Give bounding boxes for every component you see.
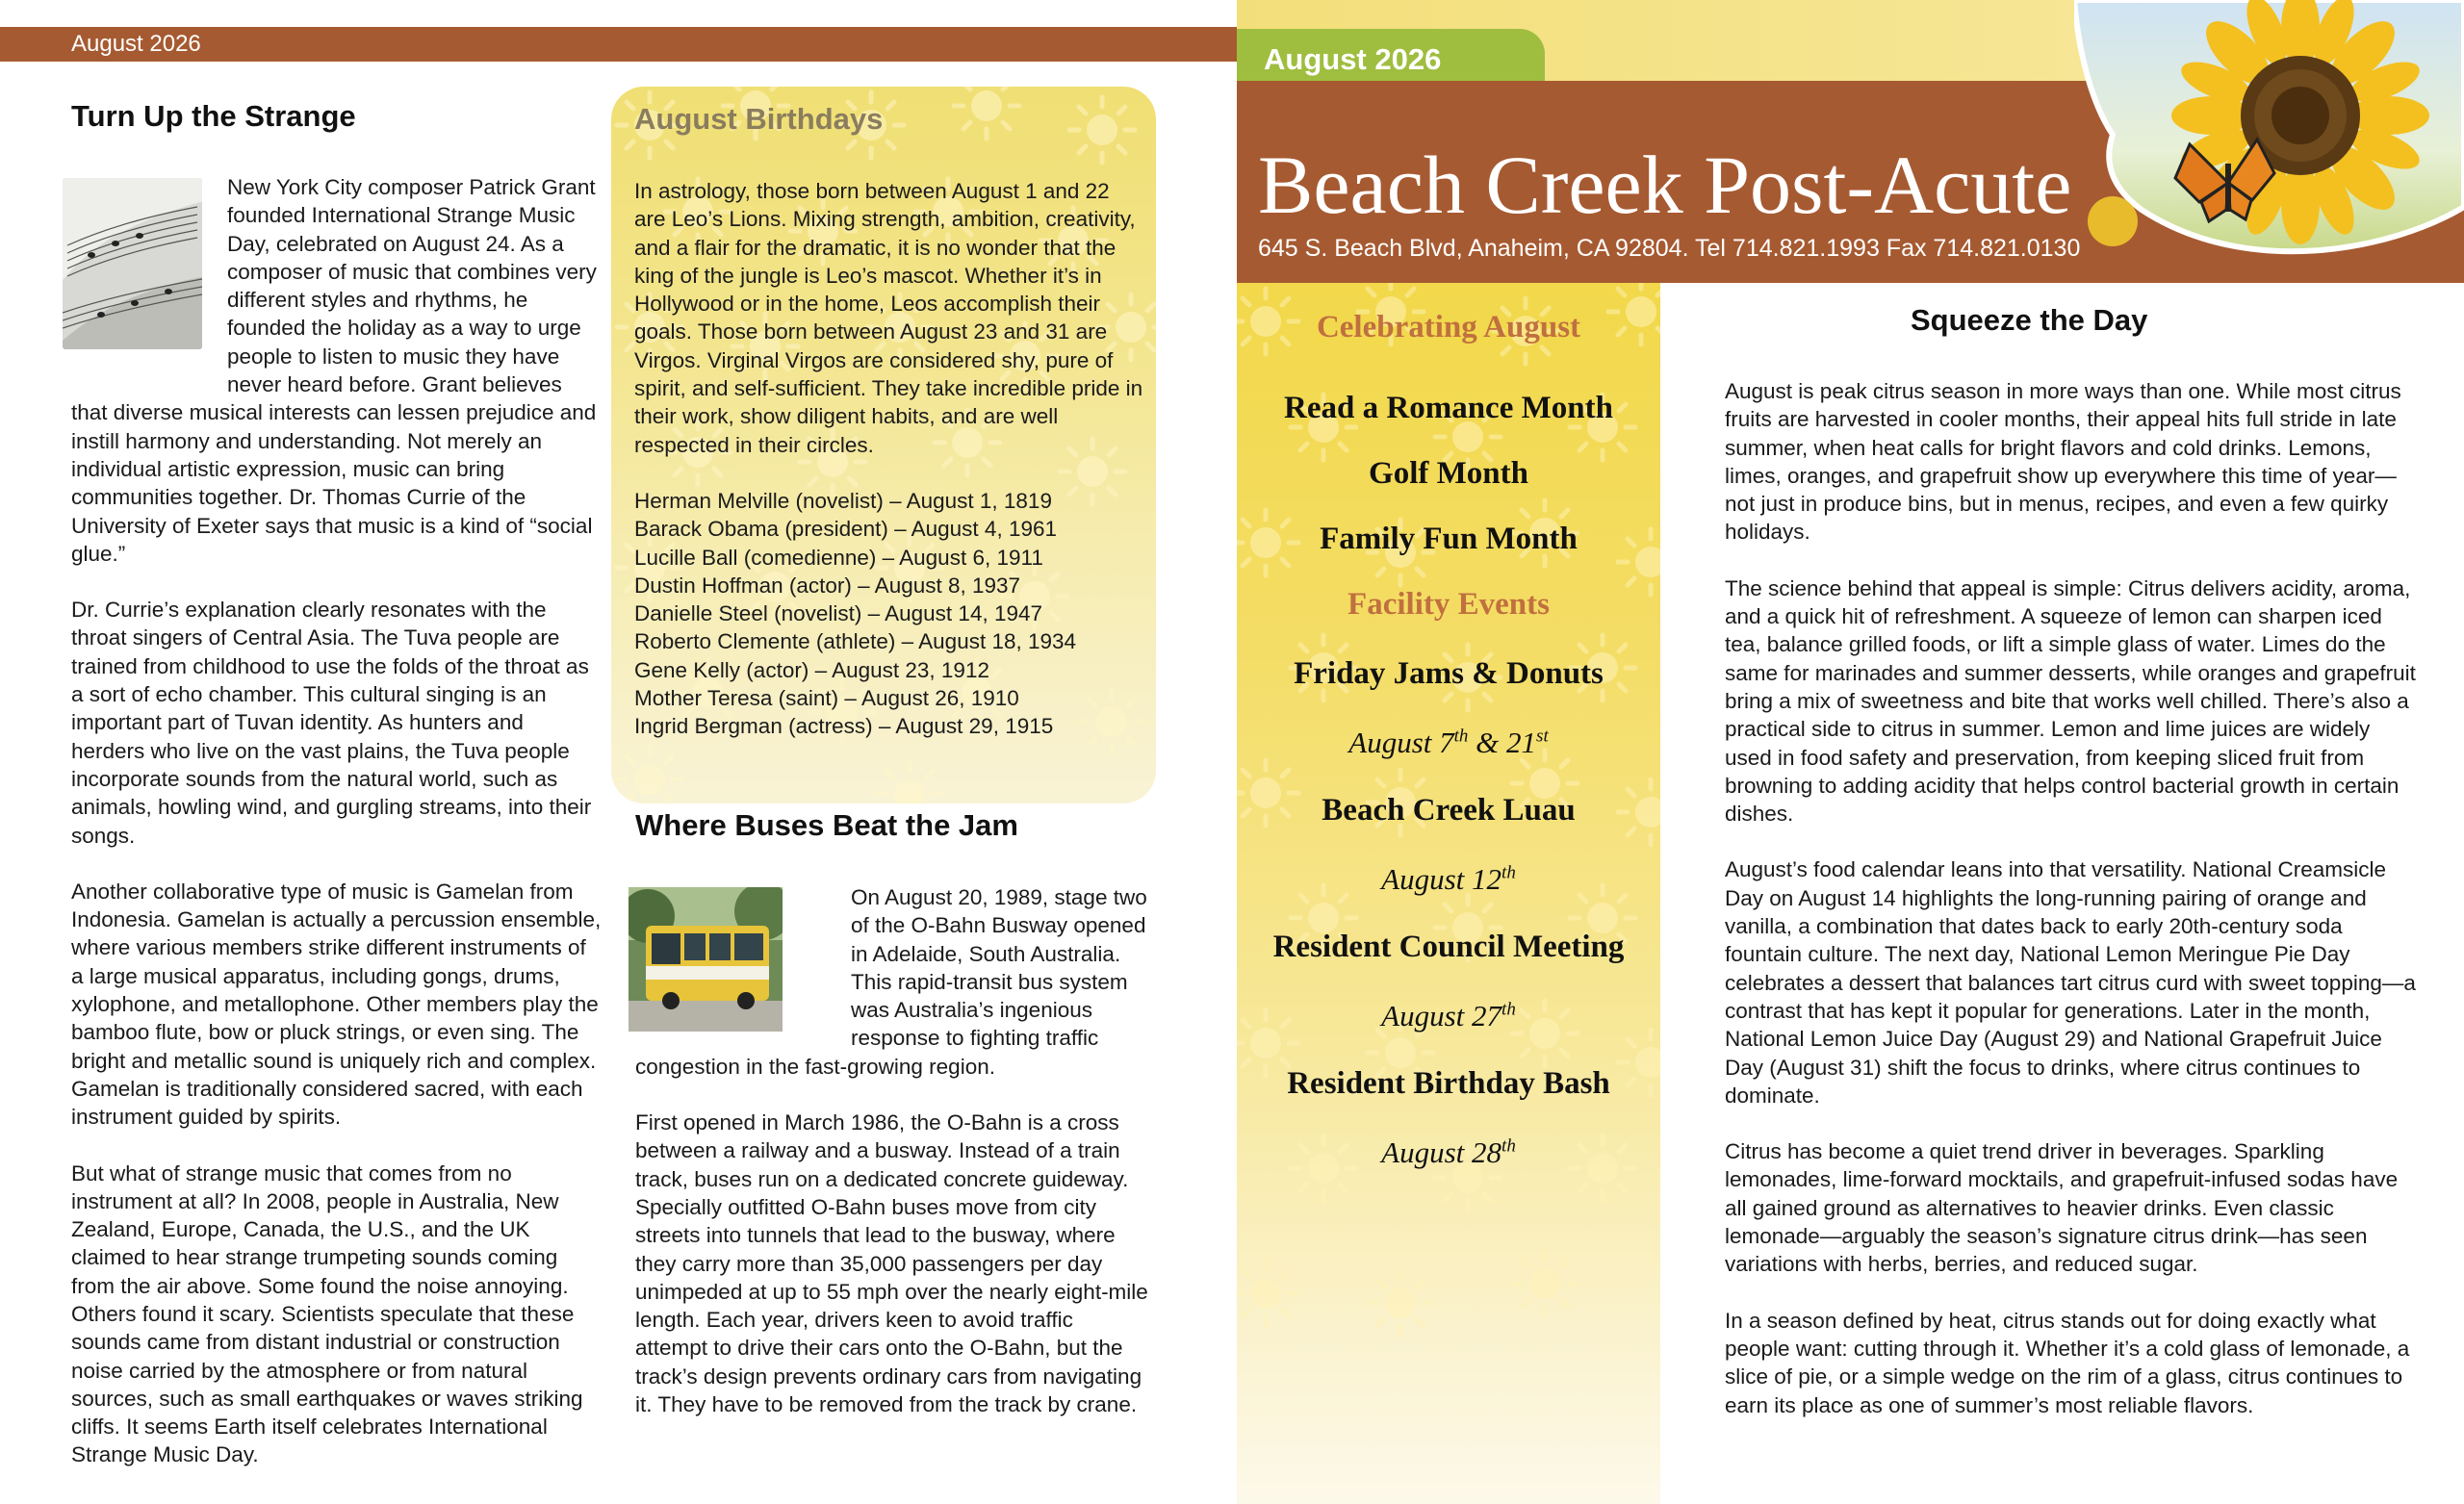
event-name: Resident Council Meeting <box>1272 930 1625 964</box>
birthday-item: Barack Obama (president) – August 4, 1961 <box>634 517 1058 542</box>
squeeze-paragraph-2: The science behind that appeal is simple: Citrus delivers acidity, aroma, and a quick hit of refreshment. A squeeze of lemon can sharpen iced tea, balance grilled foods, or lift a simple glass of water. Limes do the same for marinades and summer desserts, while oranges and grapefruit bring a mix of sweetness and bite that works well chilled. There’s also a practical side to citrus in summer. Lemon and lime juices are widely used in food safety and preservation, from keeping sliced fruit from browning to adding acidity that helps control bacterial growth in certain dishes. <box>1725 575 2416 827</box>
buses-paragraph-1: On August 20, 1989, stage two of the O-Bahn Busway opened in Adelaide, South Australia. This rapid-transit bus system was Australia’s ingenious response to fighting traffic congestion in the fast-growing region. <box>635 885 1147 1079</box>
strange-paragraph-2: Dr. Currie’s explanation clearly resonates with the throat singers of Central Asia. The Tuva people are trained from childhood to use the folds of the throat as a sort of echo chamber. This cultural singing is an important part of Tuvan identity. As hunters and herders who live on the vast plains, the Tuva people incorporate sounds from the natural world, such as animals, howling wind, and gurgling streams, into their songs. <box>71 598 592 848</box>
strange-paragraph-3: Another collaborative type of music is Gamelan from Indonesia. Gamelan is actually a percussion ensemble, where various members strike different instruments of a large musical apparatus, including gongs, drums, xylophone, and metallophone. Other members play the bamboo flute, bow or pluck strings, or even sing. The bright and metallic sound is uniquely rich and complex. Gamelan is traditionally considered sacred, with each instrument guided by spirits. <box>71 879 602 1130</box>
birthdays-box <box>611 87 1156 803</box>
birthday-item: Mother Teresa (saint) – August 26, 1910 <box>634 686 1019 711</box>
buses-title: Where Buses Beat the Jam <box>635 808 1018 842</box>
strange-paragraph-1: New York City composer Patrick Grant founded International Strange Music Day, celebrated on August 24. As a composer of music that combines very different styles and rhythms, he founded the holiday as a way to urge people to listen to music they have never heard before. Grant believes that diverse musical interests can lessen prejudice and instill harmony and understanding. Not merely an individual artistic expression, music can bring communities together. Dr. Thomas Currie of the University of Exeter says that music is a kind of “social glue.” <box>71 175 597 566</box>
birthdays-list <box>634 487 1144 741</box>
squeeze-title: Squeeze the Day <box>1911 303 2148 337</box>
issue-date-tab <box>1237 29 1545 83</box>
celebration-item: Family Fun Month <box>1320 522 1578 556</box>
celebration-item: Read a Romance Month <box>1284 391 1613 425</box>
facility-address: 645 S. Beach Blvd, Anaheim, CA 92804. Tel 714.821.1993 Fax 714.821.0130 <box>1258 235 2081 262</box>
birthday-item: Gene Kelly (actor) – August 23, 1912 <box>634 657 989 682</box>
birthday-item: Danielle Steel (novelist) – August 14, 1947 <box>634 601 1043 626</box>
squeeze-paragraph-1: August is peak citrus season in more ways than one. While most citrus fruits are harvested in cooler months, their appeal hits full stride in late summer, when heat calls for bright flavors and cold drinks. Lemons, limes, oranges, and grapefruit show up everywhere this time of year—not just in produce bins, but in menus, recipes, and even a few quirky holidays. <box>1725 379 2401 545</box>
squeeze-paragraph-4: Citrus has become a quiet trend driver in beverages. Sparkling lemonades, lime-forward mocktails, and grapefruit-infused sodas have all gained ground as alternatives to heavier drinks. Even classic lemonade—arguably the season’s signature citrus drink—has seen variations with herbs, berries, and reduced sugar. <box>1725 1139 2399 1277</box>
event-date: August 27th <box>1381 999 1516 1032</box>
birthdays-title: August Birthdays <box>634 102 884 136</box>
birthdays-body <box>634 177 1144 741</box>
left-issue-date: August 2026 <box>71 31 201 57</box>
right-issue-date: August 2026 <box>1264 42 1442 76</box>
event-name: Friday Jams & Donuts <box>1294 656 1604 691</box>
birthday-item: Ingrid Bergman (actress) – August 29, 1915 <box>634 714 1054 739</box>
squeeze-article <box>1725 377 2418 1447</box>
strange-music-title: Turn Up the Strange <box>71 99 356 133</box>
birthday-item: Lucille Ball (comedienne) – August 6, 1911 <box>634 545 1043 570</box>
facility-name: Beach Creek Post-Acute <box>1258 139 2072 231</box>
squeeze-paragraph-3: August’s food calendar leans into that versatility. National Creamsicle Day on August 14 highlights the long-running pairing of orange and vanilla, a combination that dates back to early 20th-century soda fountain culture. The next day, National Lemon Meringue Pie Day celebrates a dessert that balances tart citrus curd with sweet topping—a contrast that has kept it popular for generations. Later in the month, National Lemon Juice Day (August 29) and National Grapefruit Juice Day (August 31) shift the focus to drinks, where citrus continues to dominate. <box>1725 857 2416 1108</box>
birthday-item: Herman Melville (novelist) – August 1, 1819 <box>634 488 1052 513</box>
sunflower-butterfly-photo <box>2074 0 2464 289</box>
event-date: August 28th <box>1381 1135 1516 1169</box>
left-header-bar <box>0 27 1237 62</box>
event-date: August 7th & 21st <box>1348 726 1549 759</box>
events-column <box>1237 283 1660 1504</box>
strange-music-article <box>71 173 603 1497</box>
event-date: August 12th <box>1381 862 1516 896</box>
birthday-item: Dustin Hoffman (actor) – August 8, 1937 <box>634 573 1021 598</box>
buses-article <box>635 883 1151 1446</box>
event-name: Beach Creek Luau <box>1322 793 1576 828</box>
celebrating-heading: Celebrating August <box>1316 310 1581 344</box>
event-name: Resident Birthday Bash <box>1287 1066 1610 1101</box>
celebration-item: Golf Month <box>1369 456 1528 491</box>
birthday-item: Roberto Clemente (athlete) – August 18, 1934 <box>634 629 1077 654</box>
strange-paragraph-4: But what of strange music that comes from no instrument at all? In 2008, people in Australia, New Zealand, Europe, Canada, the U.S., and the UK claimed to hear strange trumpeting sounds coming from the air above. Some found the noise annoying. Others found it scary. Scientists speculate that these sounds came from distant industrial or construction noise carried by the atmosphere or from natural sources, such as small earthquakes or waves striking cliffs. It seems Earth itself celebrates International Strange Music Day. <box>71 1160 583 1467</box>
buses-paragraph-2: First opened in March 1986, the O-Bahn is a cross between a railway and a busway. Instead of a train track, buses run on a dedicated concrete guideway. Specially outfitted O-Bahn buses move from city streets into tunnels that lead to the busway, where they carry more than 35,000 passengers per day unimpeded at up to 55 mph over the nearly eight-mile length. Each year, drivers keen to avoid traffic attempt to drive their cars onto the O-Bahn, but the track’s design prevents ordinary cars from navigating it. They have to be removed from the track by crane. <box>635 1110 1148 1417</box>
birthdays-intro: In astrology, those born between August 1 and 22 are Leo’s Lions. Mixing strength, ambition, creativity, and a flair for the dramatic, it is no wonder that the king of the jungle is Leo’s mascot. Whether it’s in Hollywood or in the home, Leos accomplish their goals. Those born between August 23 and 31 are Virgos. Virginal Virgos are considered shy, pure of spirit, and self-sufficient. They take incredible pride in their work, show diligent habits, and are well respected in their circles. <box>634 179 1143 457</box>
right-page <box>1237 0 2464 1504</box>
squeeze-paragraph-5: In a season defined by heat, citrus stands out for doing exactly what people want: cutting through it. Whether it’s a cold glass of lemonade, a slice of pie, or a simple wedge on the rim of a glass, citrus continues to earn its place as one of summer’s most reliable flavors. <box>1725 1308 2410 1417</box>
facility-events-heading: Facility Events <box>1348 587 1550 622</box>
